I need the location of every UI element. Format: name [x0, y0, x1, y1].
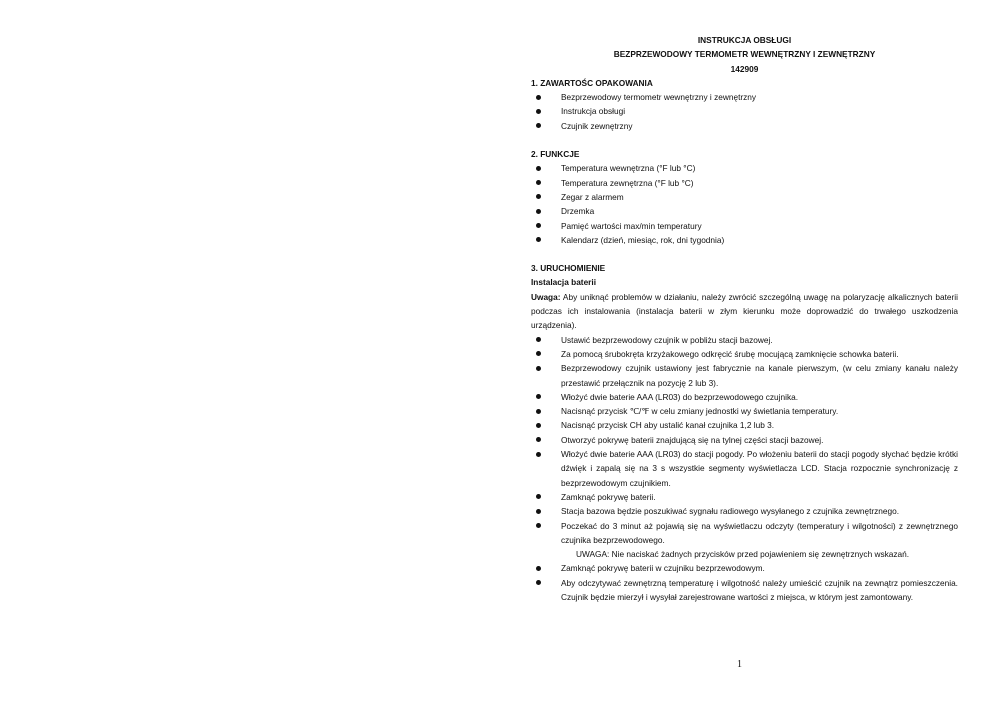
- bullet-icon: [536, 580, 541, 585]
- section-1-list: [531, 90, 958, 133]
- bullet-icon: [536, 452, 541, 457]
- list-item: Otworzyć pokrywę baterii znajdującą się na tylnej części stacji bazowej.: [531, 433, 958, 447]
- list-item: Stacja bazowa będzie poszukiwać sygnału radiowego wysyłanego z czujnika zewnętrznego.: [531, 504, 958, 518]
- list-item: Bezprzewodowy termometr wewnętrzny i zewnętrzny: [531, 90, 958, 104]
- bullet-icon: [536, 223, 541, 228]
- bullet-icon: [536, 523, 541, 528]
- section-3-list-b: [531, 561, 958, 604]
- title-line-3: 142909: [730, 63, 759, 74]
- list-item: Pamięć wartości max/min temperatury: [531, 219, 958, 233]
- note-line: UWAGA: Nie naciskać żadnych przycisków przed pojawieniem się zewnętrznych wskazań.: [576, 549, 910, 560]
- bullet-icon: [536, 337, 541, 342]
- section-2-heading: 2. FUNKCJE: [531, 149, 580, 160]
- list-item: Bezprzewodowy czujnik ustawiony jest fabrycznie na kanale pierwszym, (w celu zmiany kanału należy przestawić przełącznik na pozycję 2 lub 3).: [531, 361, 958, 390]
- bullet-icon: [536, 123, 541, 128]
- list-item: Ustawić bezprzewodowy czujnik w pobliżu stacji bazowej.: [531, 333, 958, 347]
- section-1-heading: 1. ZAWARTOŚC OPAKOWANIA: [531, 77, 653, 88]
- bullet-icon: [536, 237, 541, 242]
- section-3-heading: 3. URUCHOMIENIE: [531, 263, 606, 274]
- list-item: Aby odczytywać zewnętrzną temperaturę i wilgotność należy umieścić czujnik na zewnątrz pomieszczenia. Czujnik będzie mierzył i wysyłał zarejestrowane wartości z miejsca, w którym jest zamontowany.: [531, 576, 958, 605]
- warning-text: Aby uniknąć problemów w działaniu, należy zwrócić szczególną uwagę na polaryzację alkalicznych baterii podczas ich instalowania (instalacja baterii w złym kierunku może doprowadzić do trwałego uszkodzenia urządzenia).: [531, 291, 958, 331]
- list-item: Instrukcja obsługi: [531, 104, 958, 118]
- bullet-icon: [536, 437, 541, 442]
- bullet-icon: [536, 180, 541, 185]
- list-item: Włożyć dwie baterie AAA (LR03) do stacji pogody. Po włożeniu baterii do stacji pogody słychać będzie krótki dźwięk i zapalą się na 3 s wszystkie segmenty wyświetlacza LCD. Stacja rozpocznie synchronizację z bezprzewodowym czujnikiem.: [531, 447, 958, 490]
- title-line-1: INSTRUKCJA OBSŁUGI: [697, 35, 792, 45]
- bullet-icon: [536, 166, 541, 171]
- section-3-subheading: Instalacja baterii: [531, 277, 597, 288]
- list-item: Drzemka: [531, 204, 958, 218]
- list-item: Nacisnąć przycisk CH aby ustalić kanał czujnika 1,2 lub 3.: [531, 418, 958, 432]
- page-number: 1: [737, 659, 742, 670]
- bullet-icon: [536, 194, 541, 199]
- bullet-icon: [536, 95, 541, 100]
- list-item: Włożyć dwie baterie AAA (LR03) do bezprzewodowego czujnika.: [531, 390, 958, 404]
- list-item: Kalendarz (dzień, miesiąc, rok, dni tygodnia): [531, 233, 958, 247]
- bullet-icon: [536, 509, 541, 514]
- bullet-icon: [536, 366, 541, 371]
- bullet-icon: [536, 409, 541, 414]
- list-item: Temperatura zewnętrzna (°F lub °C): [531, 176, 958, 190]
- list-item: Zegar z alarmem: [531, 190, 958, 204]
- bullet-icon: [536, 566, 541, 571]
- warning-paragraph: [531, 290, 958, 333]
- bullet-icon: [536, 109, 541, 114]
- section-3-list-a: [531, 333, 958, 547]
- list-item: Zamknąć pokrywę baterii.: [531, 490, 958, 504]
- list-item: Czujnik zewnętrzny: [531, 119, 958, 133]
- bullet-icon: [536, 351, 541, 356]
- bullet-icon: [536, 394, 541, 399]
- list-item: Za pomocą śrubokręta krzyżakowego odkręcić śrubę mocującą zamknięcie schowka baterii.: [531, 347, 958, 361]
- list-item: Zamknąć pokrywę baterii w czujniku bezprzewodowym.: [531, 561, 958, 575]
- bullet-icon: [536, 209, 541, 214]
- list-item: Temperatura wewnętrzna (°F lub °C): [531, 161, 958, 175]
- bullet-icon: [536, 423, 541, 428]
- list-item: Nacisnąć przycisk ℃/℉ w celu zmiany jednostki wy świetlania temperatury.: [531, 404, 958, 418]
- list-item: Poczekać do 3 minut aż pojawią się na wyświetlaczu odczyty (temperatury i wilgotności) z zewnętrznego czujnika bezprzewodowego.: [531, 519, 958, 548]
- title-line-2: BEZPRZEWODOWY TERMOMETR WEWNĘTRZNY I ZEWNĘTRZNY: [613, 49, 876, 60]
- document-column: [531, 33, 958, 604]
- section-2-list: [531, 161, 958, 247]
- warning-label: Uwaga:: [531, 291, 561, 302]
- bullet-icon: [536, 494, 541, 499]
